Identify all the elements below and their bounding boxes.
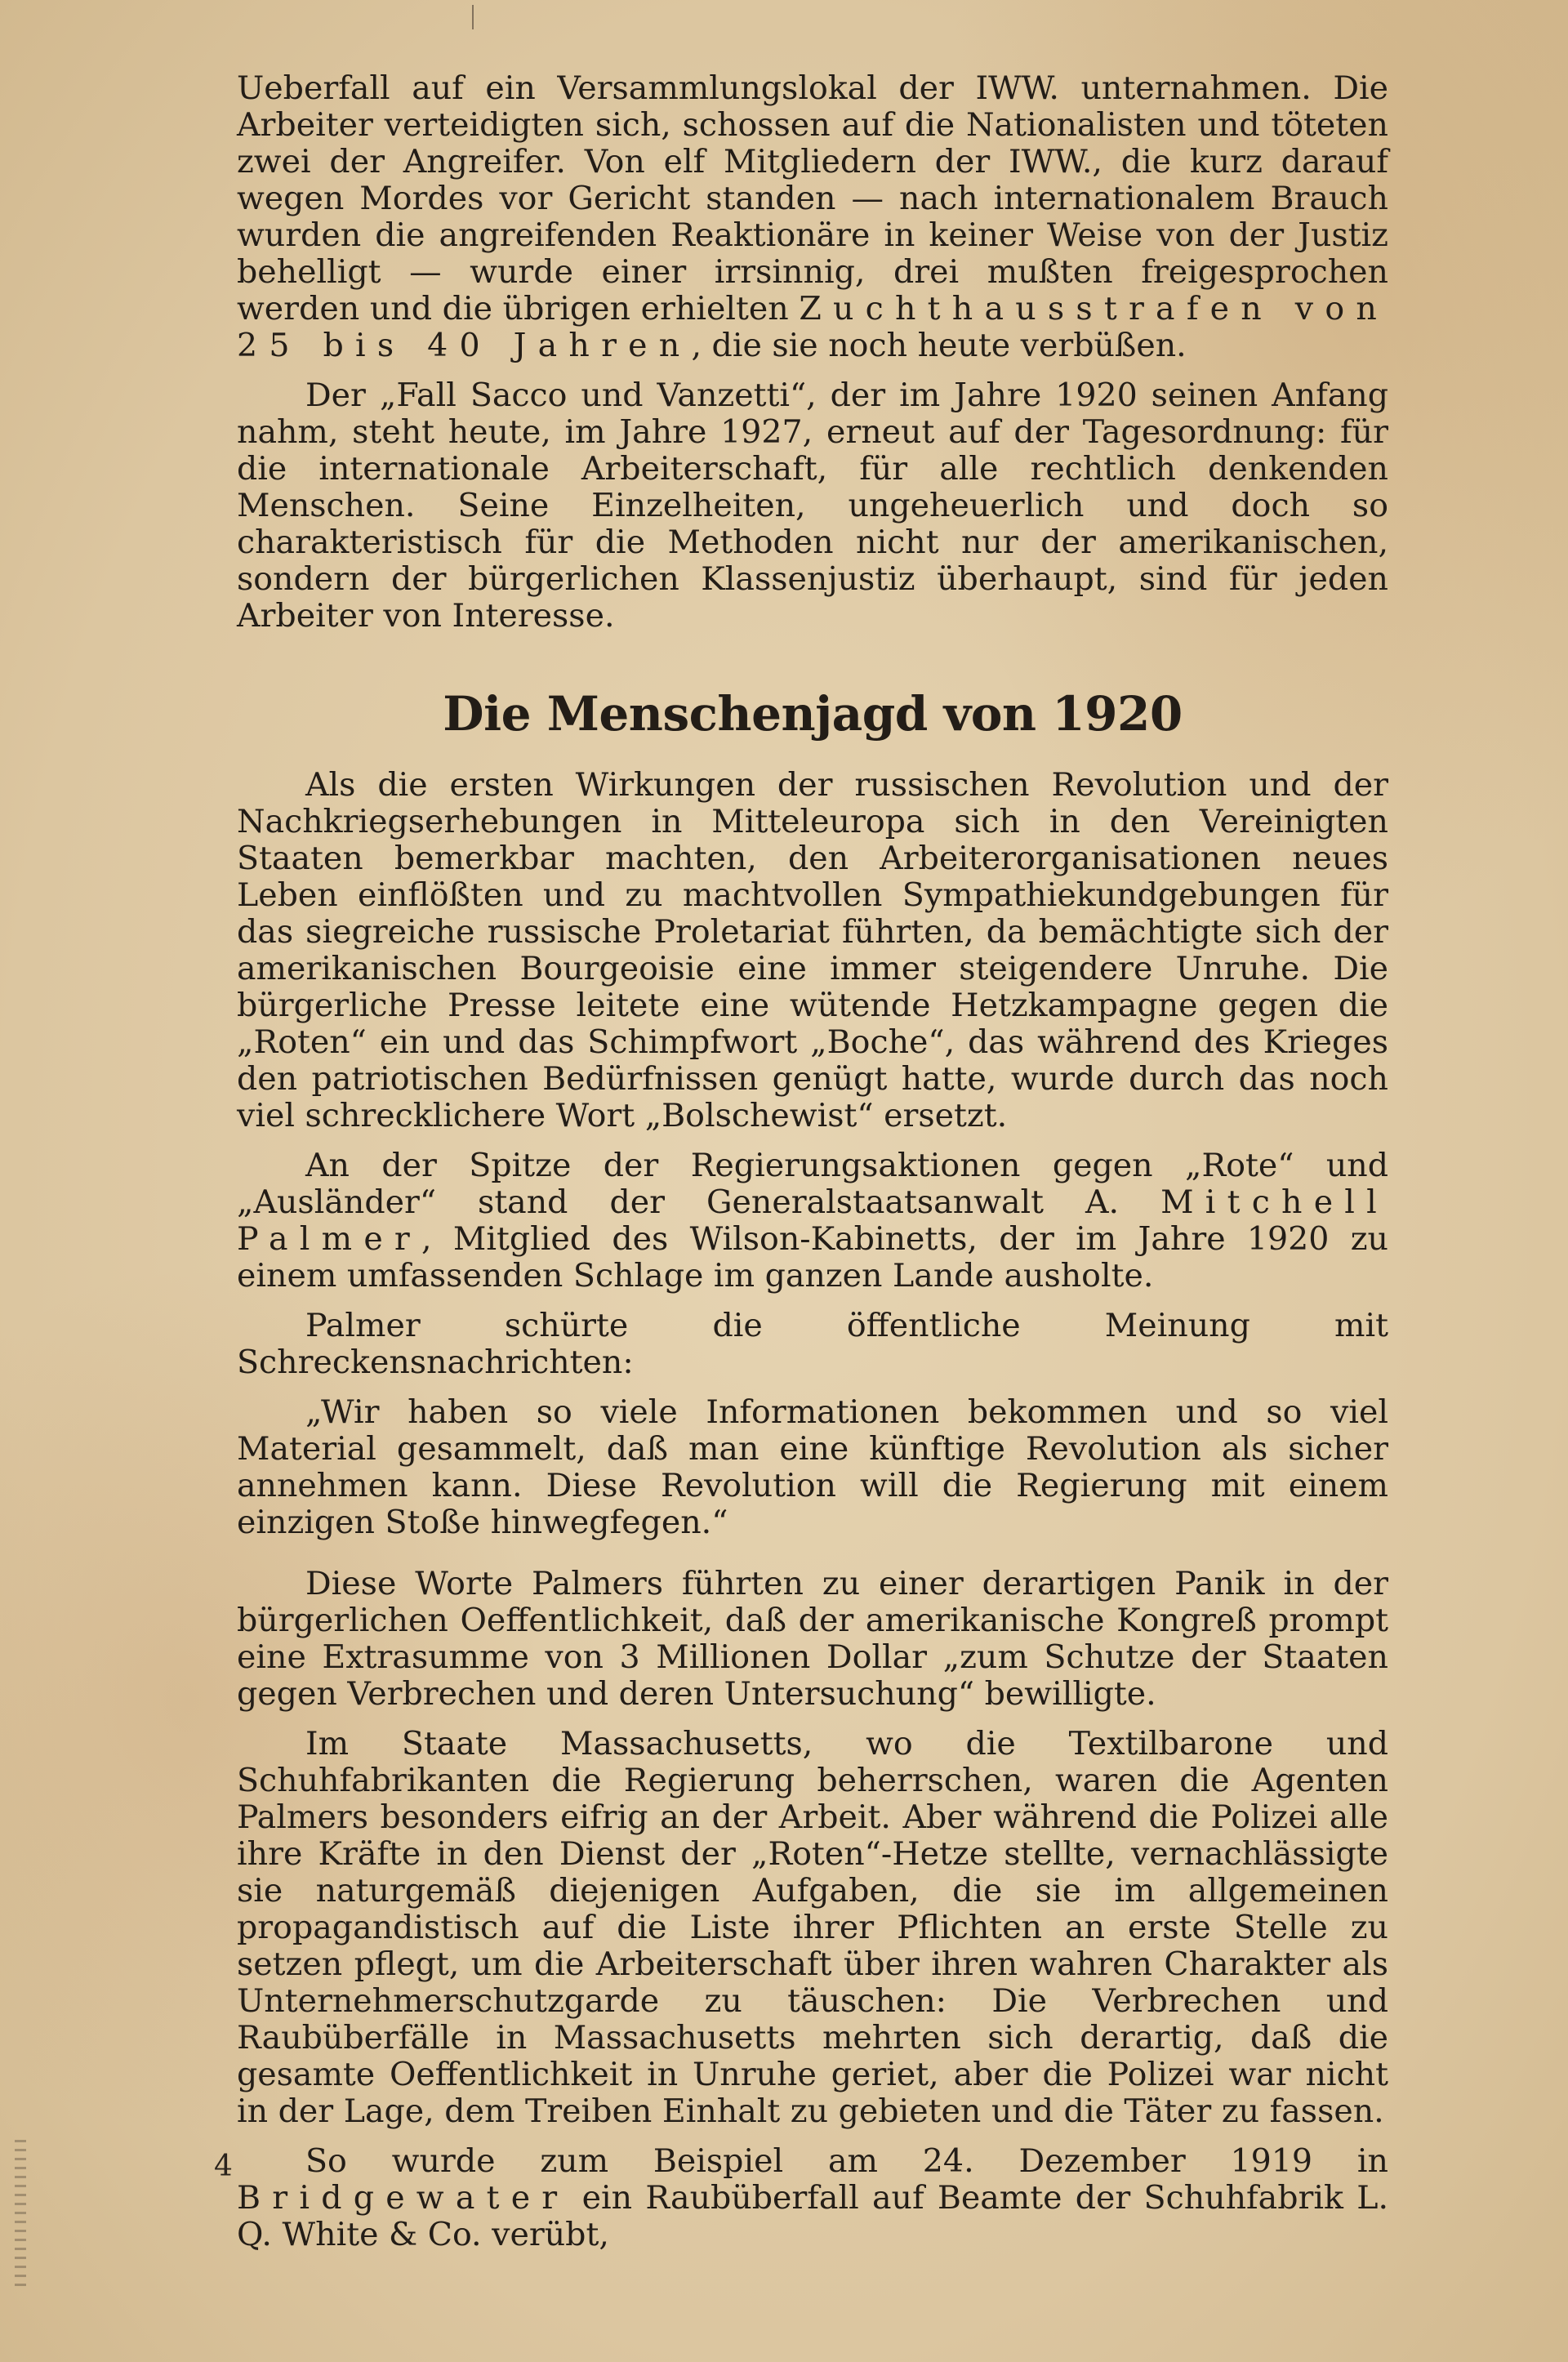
- paragraph-text: „Wir haben so viele Informationen bekommen und so viel Material gesammelt, daß man eine künftige Revolution als sicher annehmen kann. Diese Revolution will die Regierung mit einem einzigen Stoße hinwegfegen.“: [237, 1393, 1388, 1541]
- paragraph-text: Palmer schürte die öffentliche Meinung mit Schreckensnachrichten:: [237, 1307, 1388, 1381]
- paragraph-text: Als die ersten Wirkungen der russischen Revolution und der Nachkriegserhebungen in Mitteleuropa sich in den Vereinigten Staaten bemerkbar machten, den Arbeiterorganisationen neues Leben einflößten und zu machtvollen Sympathiekundgebungen für das siegreiche russische Proletariat führten, da bemächtigte sich der amerikanischen Bourgeoisie eine immer steigendere Unruhe. Die bürgerliche Presse leitete eine wütende Hetzkampagne gegen die „Roten“ ein und das Schimpfwort „Boche“, das während des Krieges den patriotischen Bedürfnissen genügt hatte, wurde durch das noch viel schrecklichere Wort „Bolschewist“ ersetzt.: [237, 766, 1388, 1134]
- intro-paragraphs: [237, 70, 1388, 635]
- emphasis-spaced-text: Mitchell Palmer: [237, 1183, 1388, 1258]
- paragraph-text: ein Raubüberfall auf Beamte der Schuhfabrik L. Q. White & Co. verübt,: [237, 2179, 1388, 2253]
- paragraph-text: Der „Fall Sacco und Vanzetti“, der im Jahre 1920 seinen Anfang nahm, steht heute, im Jahre 1927, erneut auf der Tagesordnung: für die internationale Arbeiterschaft, für alle rechtlich denkenden Menschen. Seine Einzelheiten, ungeheuerlich und doch so charakteristisch für die Methoden nicht nur der amerikanischen, sondern der bürgerlichen Klassenjustiz überhaupt, sind für jeden Arbeiter von Interesse.: [237, 377, 1388, 635]
- paragraph-p3: [237, 767, 1388, 1134]
- quotation-p6: [237, 1394, 1388, 1541]
- paragraph-text: , die sie noch heute verbüßen.: [691, 327, 1187, 364]
- emphasis-spaced-text: Zuchthausstrafen von 25 bis 40 Jahren: [237, 290, 1388, 364]
- paragraph-text: An der Spitze der Regierungsaktionen gegen „Rote“ und „Ausländer“ stand der Generalstaatsanwalt A.: [237, 1147, 1388, 1221]
- paragraph-p8: [237, 1726, 1388, 2130]
- paragraph-p5: [237, 1308, 1388, 1381]
- paragraph-p2: [237, 377, 1388, 635]
- text-column: [237, 70, 1388, 2266]
- section-heading: Die Menschenjagd von 1920: [443, 686, 1183, 742]
- paragraph-p7: [237, 1566, 1388, 1713]
- paragraph-p9: [237, 2143, 1388, 2253]
- section-paragraphs: [237, 767, 1388, 2253]
- binding-edge-artifact: [15, 2140, 26, 2287]
- paragraph-text: Im Staate Massachusetts, wo die Textilbarone und Schuhfabrikanten die Regierung beherrschen, waren die Agenten Palmers besonders eifrig an der Arbeit. Aber während die Polizei alle ihre Kräfte in den Dienst der „Roten“-Hetze stellte, vernachlässigte sie naturgemäß diejenigen Aufgaben, die sie im allgemeinen propagandistisch auf die Liste ihrer Pflichten an erste Stelle zu setzen pflegt, um die Arbeiterschaft über ihren wahren Charakter als Unternehmerschutzgarde zu täuschen: Die Verbrechen und Raubüberfälle in Massachusetts mehrten sich derartig, daß die gesamte Oeffentlichkeit in Unruhe geriet, aber die Polizei war nicht in der Lage, dem Treiben Einhalt zu gebieten und die Täter zu fassen.: [237, 1725, 1388, 2130]
- paragraph-p4: [237, 1148, 1388, 1295]
- page-number: 4: [214, 2150, 233, 2183]
- scan-artifact-tick: [472, 5, 474, 29]
- paragraph-text: Ueberfall auf ein Versammlungslokal der IWW. unternahmen. Die Arbeiter verteidigten sich, schossen auf die Nationalisten und töteten zwei der Angreifer. Von elf Mitgliedern der IWW., die kurz darauf wegen Mordes vor Gericht standen — nach internationalem Brauch wurden die angreifenden Reaktionäre in keiner Weise von der Justiz behelligt — wurde einer irrsinnig, drei mußten freigesprochen werden und die übrigen erhielten: [237, 69, 1388, 328]
- paragraph-p1: [237, 70, 1388, 364]
- emphasis-spaced-text: Bridgewater: [237, 2179, 569, 2217]
- paragraph-text: Diese Worte Palmers führten zu einer derartigen Panik in der bürgerlichen Oeffentlichkeit, daß der amerikanische Kongreß prompt eine Extrasumme von 3 Millionen Dollar „zum Schutze der Staaten gegen Verbrechen und deren Untersuchung“ bewilligte.: [237, 1565, 1388, 1713]
- paragraph-text: , Mitglied des Wilson-Kabinetts, der im Jahre 1920 zu einem umfassenden Schlage im ganzen Lande ausholte.: [237, 1220, 1388, 1295]
- paragraph-text: So wurde zum Beispiel am 24. Dezember 1919 in: [305, 2142, 1388, 2180]
